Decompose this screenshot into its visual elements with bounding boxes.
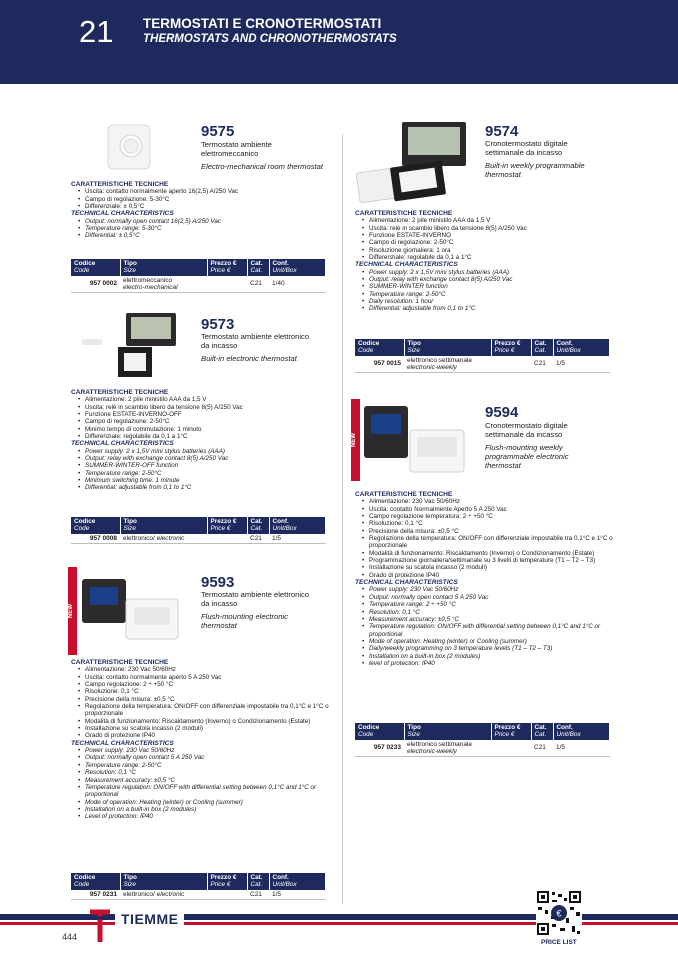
technical-specs: CARATTERISTICHE TECNICHE • Alimentazione: 230 Vac 50/60Hz • Uscita: contatto Normalmente Aperto 5 A 250 Vac • Campo regolazione temperatura: 2 ÷ +50 °C • Risoluzione: 0,1 °C • Precisione della misura: ±0,5 °C • Regolazione della temperatura: ON/OFF con differenziale impostabile tra 0,1°C e 1°C o proporzionale • Modalità di funzionamento: Riscaldamento (Inverno) o Condizionamento (Estate) • Programmazione giornaliera/settimanale su 3 livelli di temperature (T1 – T2 – T3) • Installazione su scatola incasso (2 moduli) • Grado di protezione IP40 TECHNICAL CHARACTERISTICS • Power supply: 230 Vac 50/60Hz • Output: normally open contact 5 A 250 Vac • Temperature range: 2 ÷ +50 °C • Resolution: 0,1 °C • Measurement accuracy: ±0,5 °C • Temperature regulation: ON/OFF with differential setting between 0,1°C and 1°C or proportional • Mode of operation: Heating (winter) or Cooling (summer) • Daily/weekly programming on 3 temperature levels (T1 – T2 – T3) • Installation on a built-in box (2 modules) • level of protection: IP40 — [355, 491, 625, 667]
section-number: 21 — [79, 14, 114, 49]
product-code: 9594 — [485, 404, 519, 421]
svg-text:€: € — [556, 908, 562, 919]
specs-list-it: • Uscita: contatto normalmente aperto 16(2,5) A/250 Vac • Campo di regolazione: 5-30°C • Differenziale: ± 0,5°C — [71, 188, 333, 210]
brand-name: TIEMME — [115, 911, 184, 927]
built-in-thermostat-image — [80, 311, 180, 381]
product-code: 9574 — [485, 123, 519, 140]
tiemme-logo-icon — [88, 908, 112, 944]
weekly-chronothermostat-image — [356, 120, 470, 206]
page-header — [0, 0, 678, 84]
price-table: Codice Code Tipo Size Prezzo € Price € Cat. Cat. Conf. Unit/Box 957 0233 elettronico settimanale electronic-weekly C21 1/5 — [355, 723, 610, 757]
price-table: Codice Code Tipo Size Prezzo € Price € Cat. Cat. Conf. Unit/Box 957 0008 elettronico/ electronic C21 1/5 — [71, 517, 326, 544]
technical-specs: CARATTERISTICHE TECNICHE • Alimentazione: 2 pile ministilo AAA da 1,5 V • Uscita: relè in scambio libero da tensione 8(5) A/250 Vac • Funzione ESTATE-INVERNO-OFF • Campo di regolazione: 2-50°C • Minimo tempo di commutazione: 1 minuto • Differenziale: regolabile da 0,1 a 1°C TECHNICAL CHARACTERISTICS • Power supply: 2 x 1,5V mini stylus batteries (AAA) • Output: relay with exchange contact 8(5) A/250 Vac • SUMMER-WINTER-OFF function • Temperature range: 2-50°C • Minimum switching time: 1 minute • Differential: adjustable from 0,1 to 1°C — [71, 389, 333, 492]
product-description: Termostato ambiente elettronico da incasso Flush-mounting electronic thermostat — [201, 590, 310, 630]
table-row: 957 0231 elettronico/ electronic C21 1/5 — [71, 890, 326, 900]
product-code: 9575 — [201, 123, 235, 140]
table-row: 957 0233 elettronico settimanale electronic-weekly C21 1/5 — [355, 740, 610, 757]
table-row: 957 0008 elettronico/ electronic C21 1/5 — [71, 534, 326, 544]
technical-specs: CARATTERISTICHE TECNICHE • Alimentazione: 230 Vac 50/60Hz • Uscita: contatto normalmente aperto 5 A 250 Vac • Campo regolazione: 2 ÷ +50 °C • Risoluzione: 0,1 °C • Precisione della misura: ±0,5 °C • Regolazione della temperatura: ON/OFF con differenziale impostabile tra 0,1°C e 1°C o proporzionale • Modalità di funzionamento: Riscaldamento (Inverno) o Condizionamento (Estate) • Installazione su scatola incasso (2 moduli) • Grado di protezione IP40 TECHNICAL CHARACTERISTICS • Power supply: 230 Vac 50/60Hz • Output: normally open contact 5 A 250 Vac • Temperature range: 2-50°C • Resolution: 0,1 °C • Measurement accuracy: ±0,5 °C • Temperature regulation: ON/OFF with differential setting between 0,1°C and 1°C or proportional • Mode of operation: Heating (winter) or Cooling (summer) • Installation on a built-in box (2 modules) • Level of protection: IP40 — [71, 659, 333, 821]
qr-label: PRICE LIST — [541, 939, 577, 946]
product-description: Cronotermostato digitale settimanale da incasso Flush-mounting weekly programmable electronic thermostat — [485, 421, 569, 470]
qr-code-icon[interactable] — [536, 890, 582, 936]
page-number: 444 — [62, 932, 78, 942]
product-description: Cronotermostato digitale settimanale da incasso Built-in weekly programmable thermostat — [485, 139, 585, 179]
table-row: 957 0015 elettronico settimanale electronic-weekly C21 1/5 — [355, 356, 610, 373]
table-row: 957 0002 elettromeccanico electro-mechanical C21 1/40 — [71, 276, 326, 293]
technical-specs: CARATTERISTICHE TECNICHE • Alimentazione: 2 pile ministilo AAA da 1,5 V • Uscita: relè in scambio libero da tensione 8(5) A/250 Vac • Funzione ESTATE-INVERNO • Campo di regolazione: 2-50°C • Risoluzione giornaliera: 1 ora • Differenziale: regolabile da 0,1 a 1°C TECHNICAL CHARACTERISTICS • Power supply: 2 x 1,5V mini stylus batteries (AAA) • Output: relay with exchange contact 8(5) A/250 Vac • SUMMER-WINTER function • Temperature range: 2-50°C • Daily resolution: 1 hour • Differential: adjustable from 0,1 to 1°C — [355, 210, 625, 313]
section-title-en: THERMOSTATS AND CHRONOTHERMOSTATS — [143, 33, 397, 45]
product-code: 9593 — [201, 574, 235, 591]
price-table: Codice Code Tipo Size Prezzo € Price € Cat. Cat. Conf. Unit/Box 957 0015 elettronico settimanale electronic-weekly C21 1/5 — [355, 339, 610, 373]
flush-thermostat-image — [80, 577, 182, 643]
specs-list-en: • Output: normally open contact 16(2,5) A/250 Vac • Temperature range: 5-30°C • Differential: ± 0,5°C — [71, 218, 333, 240]
technical-specs: CARATTERISTICHE TECNICHE • Uscita: contatto normalmente aperto 16(2,5) A/250 Vac • Campo di regolazione: 5-30°C • Differenziale: ± 0,5°C TECHNICAL CHARACTERISTICS • Output: normally open contact 16(2,5) A/250 Vac • Temperature range: 5-30°C • Differential: ± 0,5°C — [71, 181, 333, 240]
product-description: Termostato ambiente elettromeccanico Electro-mechanical room thermostat — [201, 140, 323, 171]
new-badge: NEW — [351, 399, 360, 481]
product-code: 9573 — [201, 316, 235, 333]
product-description: Termostato ambiente elettronico da incasso Built-in electronic thermostat — [201, 332, 310, 363]
new-badge: NEW — [68, 567, 77, 655]
flush-chronothermostat-image — [362, 404, 468, 476]
section-title-it: TERMOSTATI E CRONOTERMOSTATI — [143, 16, 382, 31]
price-table: Codice Code Tipo Size Prezzo € Price € Cat. Cat. Conf. Unit/Box 957 0002 elettromeccanico electro-mechanical C21 1/40 — [71, 259, 326, 293]
room-thermostat-image — [107, 124, 151, 170]
column-divider — [342, 134, 343, 904]
price-table: Codice Code Tipo Size Prezzo € Price € Cat. Cat. Conf. Unit/Box 957 0231 elettronico/ electronic C21 1/5 — [71, 873, 326, 900]
